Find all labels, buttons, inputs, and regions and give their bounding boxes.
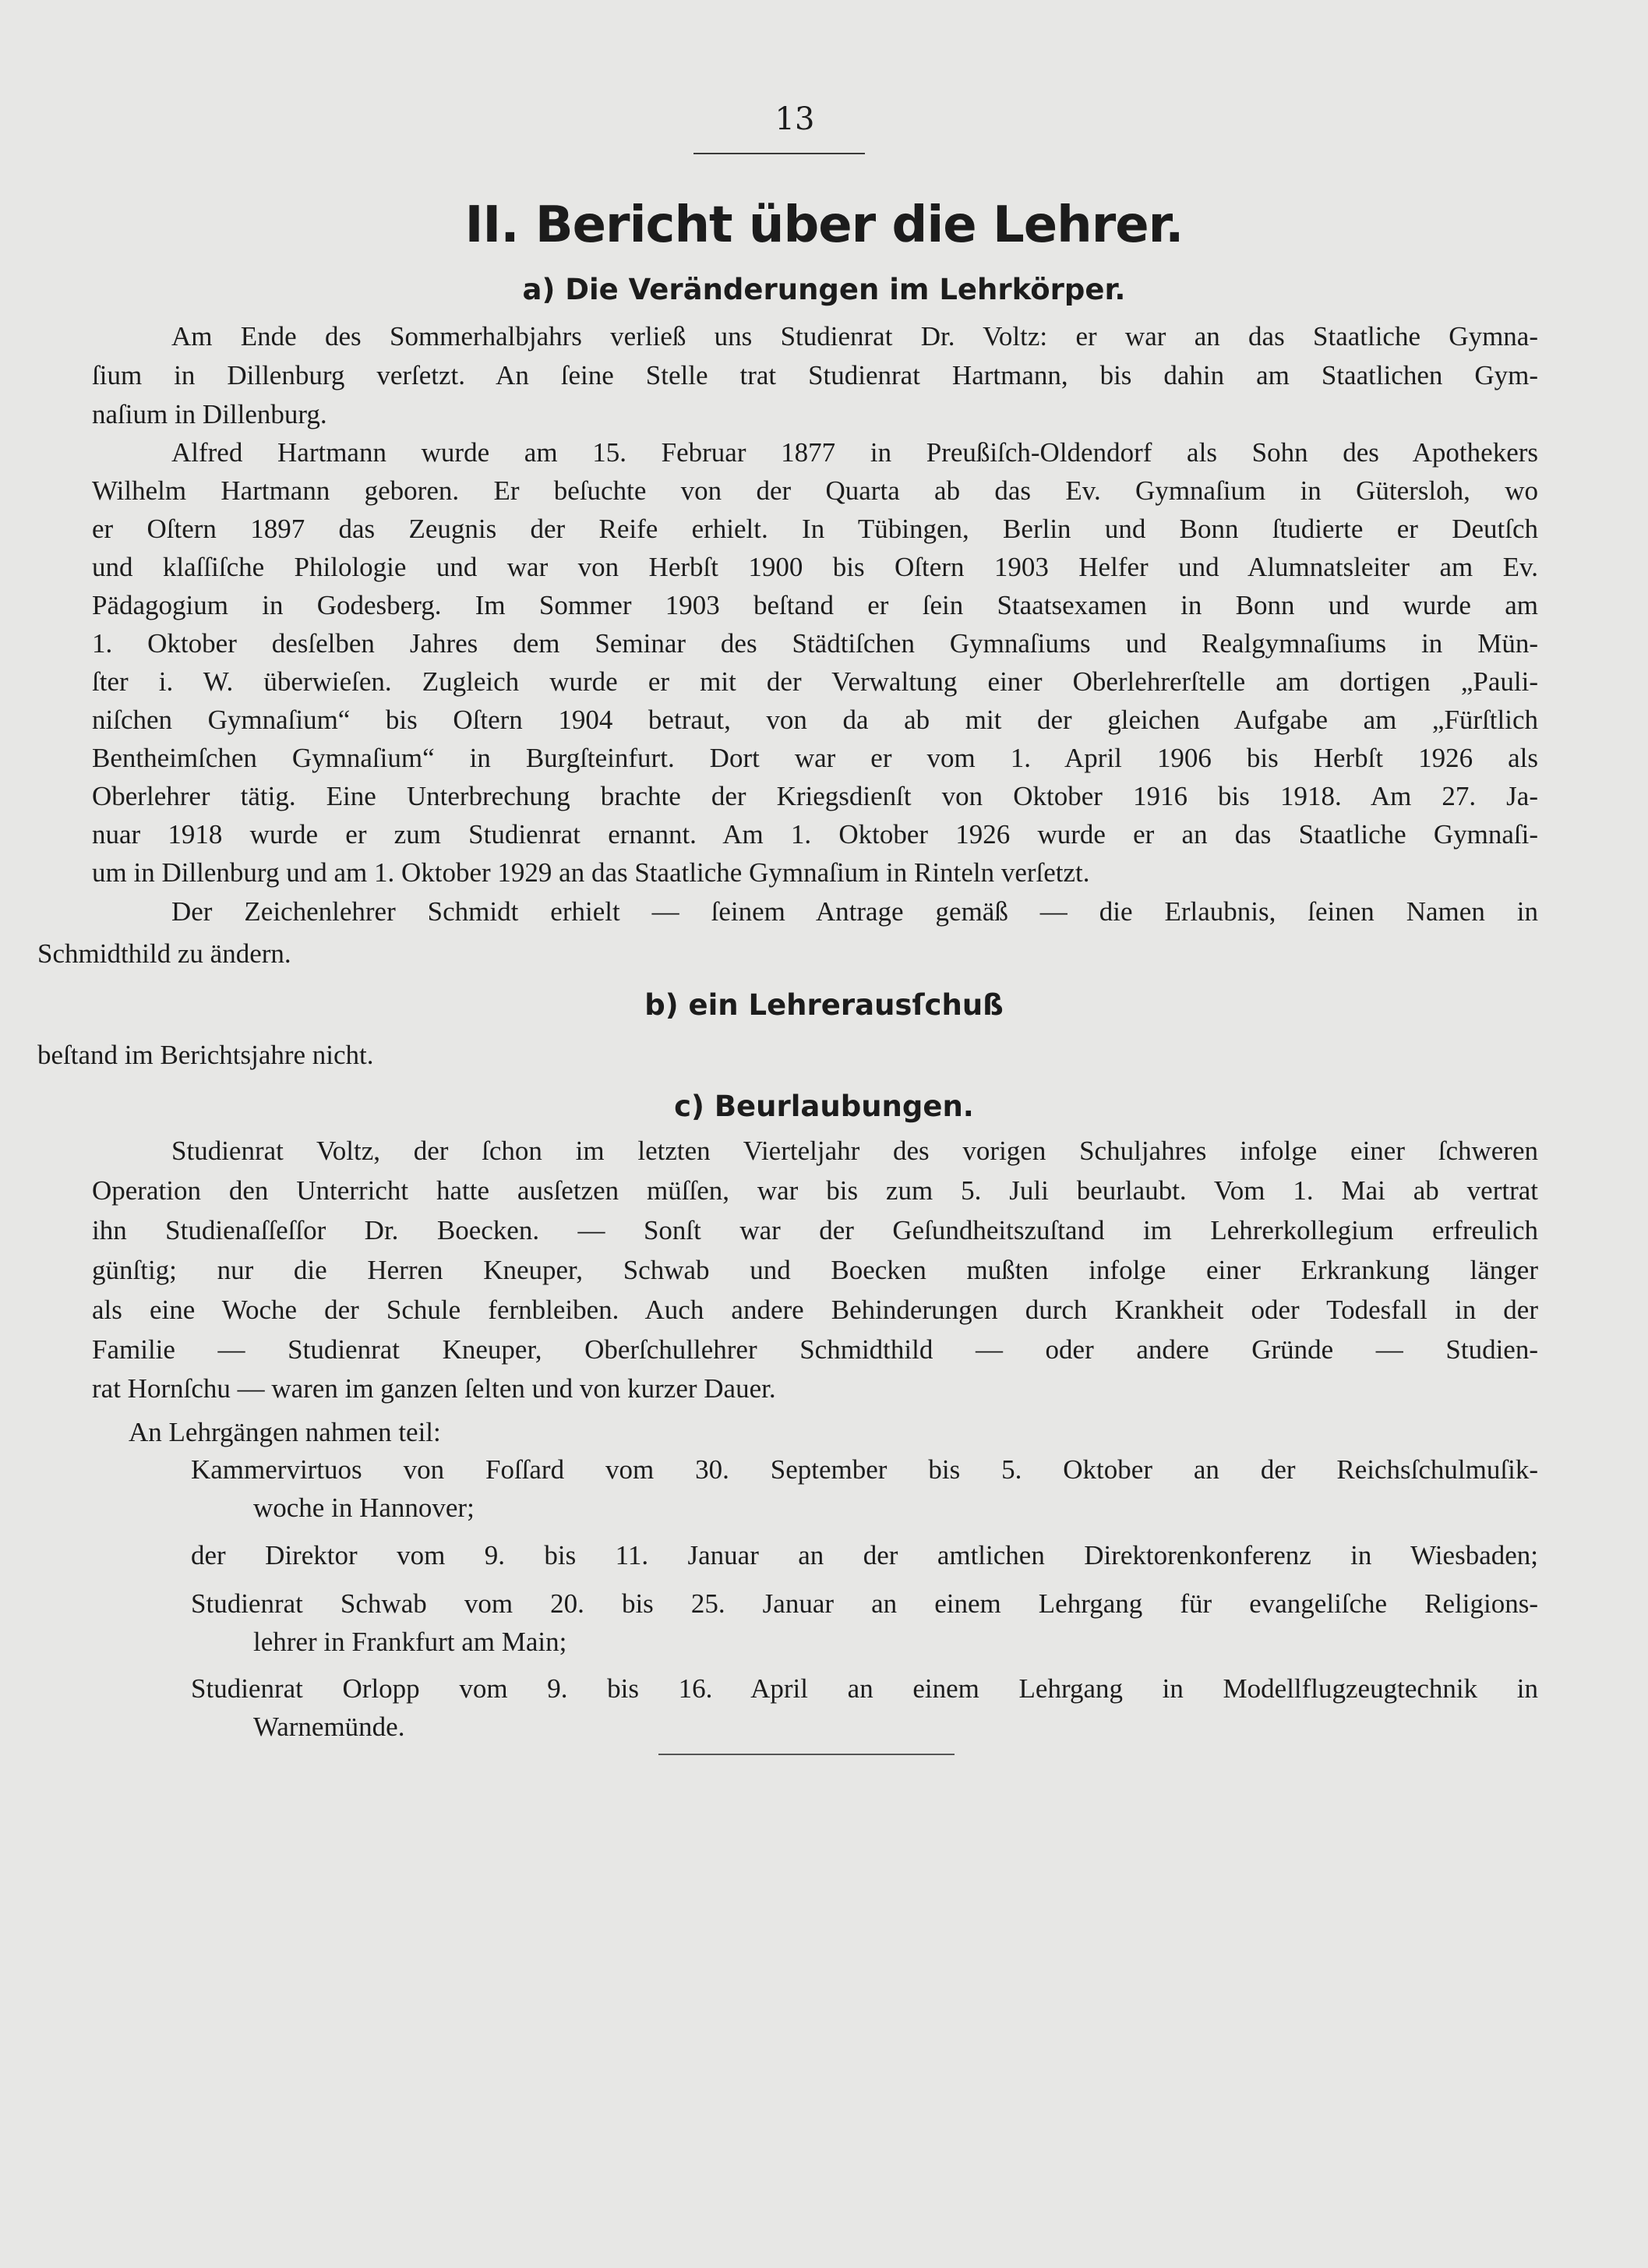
section-c-line: Studienrat Voltz, der ſchon im letzten Vierteljahr des vorigen Schuljahres infolge einer ſchweren <box>171 1136 1538 1166</box>
section-b-line: beſtand im Berichtsjahre nicht. <box>37 1040 374 1070</box>
courses-intro: An Lehrgängen nahmen teil: <box>129 1417 441 1447</box>
section-a-line: Am Ende des Sommerhalbjahrs verließ uns Studienrat Dr. Voltz: er war an das Staatliche Gymna- <box>171 321 1538 352</box>
course-entry: Kammervirtuos von Foſſard vom 30. September bis 5. Oktober an der Reichsſchulmuſik- <box>191 1454 1538 1485</box>
section-c-line: Familie — Studienrat Kneuper, Oberſchullehrer Schmidthild — oder andere Gründe — Studien- <box>92 1334 1538 1365</box>
section-a-line: 1. Oktober desſelben Jahres dem Seminar des Städtiſchen Gymnaſiums und Realgymnaſiums in Mün- <box>92 628 1538 659</box>
section-c-line: günſtig; nur die Herren Kneuper, Schwab und Boecken mußten infolge einer Erkrankung länger <box>92 1255 1538 1285</box>
section-a-line: nuar 1918 wurde er zum Studienrat ernannt. Am 1. Oktober 1926 wurde er an das Staatliche Gymnaſi- <box>92 819 1538 850</box>
section-a-line: naſium in Dillenburg. <box>92 399 327 429</box>
section-b-heading: b) ein Lehrerausſchuß <box>644 988 1004 1022</box>
section-c-line: Operation den Unterricht hatte ausſetzen müſſen, war bis zum 5. Juli beurlaubt. Vom 1. Mai ab vertrat <box>92 1175 1538 1206</box>
course-entry-continuation: Warnemünde. <box>253 1712 405 1742</box>
section-c-line: rat Hornſchu — waren im ganzen ſelten und von kurzer Dauer. <box>92 1373 776 1404</box>
section-a-line: Bentheimſchen Gymnaſium“ in Burgſteinfurt. Dort war er vom 1. April 1906 bis Herbſt 1926 als <box>92 743 1538 773</box>
section-c-line: ihn Studienaſſeſſor Dr. Boecken. — Sonſt war der Geſundheitszuſtand im Lehrerkollegium erfreulich <box>92 1215 1538 1245</box>
section-a-line: ſter i. W. überwieſen. Zugleich wurde er mit der Verwaltung einer Oberlehrerſtelle am dortigen „Pauli- <box>92 666 1538 697</box>
section-a-line: Schmidthild zu ändern. <box>37 938 291 969</box>
section-a-line: um in Dillenburg und am 1. Oktober 1929 an das Staatliche Gymnaſium in Rinteln verſetzt. <box>92 857 1090 888</box>
page-number: 13 <box>775 101 815 137</box>
section-a-line: Wilhelm Hartmann geboren. Er beſuchte von der Quarta ab das Ev. Gymnaſium in Gütersloh, wo <box>92 475 1538 506</box>
section-a-line: niſchen Gymnaſium“ bis Oſtern 1904 betraut, von da ab mit der gleichen Aufgabe am „Fürſtlich <box>92 705 1538 735</box>
section-a-line: ſium in Dillenburg verſetzt. An ſeine Stelle trat Studienrat Hartmann, bis dahin am Staatlichen Gym- <box>92 360 1538 390</box>
chapter-title: II. Bericht über die Lehrer. <box>464 196 1184 254</box>
course-entry: Studienrat Schwab vom 20. bis 25. Januar an einem Lehrgang für evangeliſche Religions- <box>191 1588 1538 1619</box>
section-c-line: als eine Woche der Schule fernbleiben. Auch andere Behinderungen durch Krankheit oder Todesfall in der <box>92 1295 1538 1325</box>
section-a-line: und klaſſiſche Philologie und war von Herbſt 1900 bis Oſtern 1903 Helfer und Alumnatsleiter am Ev. <box>92 552 1538 582</box>
course-entry: Studienrat Orlopp vom 9. bis 16. April an einem Lehrgang in Modellflugzeugtechnik in <box>191 1673 1538 1704</box>
section-a-heading: a) Die Veränderungen im Lehrkörper. <box>522 273 1126 306</box>
section-c-heading: c) Beurlaubungen. <box>674 1090 974 1123</box>
section-a-line: Oberlehrer tätig. Eine Unterbrechung brachte der Kriegsdienſt von Oktober 1916 bis 1918. Am 27. Ja- <box>92 781 1538 811</box>
course-entry: der Direktor vom 9. bis 11. Januar an der amtlichen Direktorenkonferenz in Wiesbaden; <box>191 1540 1538 1570</box>
course-entry-continuation: woche in Hannover; <box>253 1493 475 1523</box>
section-a-line: Alfred Hartmann wurde am 15. Februar 1877 in Preußiſch-Oldendorf als Sohn des Apothekers <box>171 437 1538 468</box>
closing-rule <box>658 1754 955 1755</box>
section-a-line: Pädagogium in Godesberg. Im Sommer 1903 beſtand er ſein Staatsexamen in Bonn und wurde am <box>92 590 1538 620</box>
page-number-rule <box>693 153 865 154</box>
section-a-line: er Oſtern 1897 das Zeugnis der Reife erhielt. In Tübingen, Berlin und Bonn ſtudierte er Deutſch <box>92 514 1538 544</box>
section-a-line: Der Zeichenlehrer Schmidt erhielt — ſeinem Antrage gemäß — die Erlaubnis, ſeinen Namen in <box>171 896 1538 927</box>
course-entry-continuation: lehrer in Frankfurt am Main; <box>253 1627 567 1657</box>
